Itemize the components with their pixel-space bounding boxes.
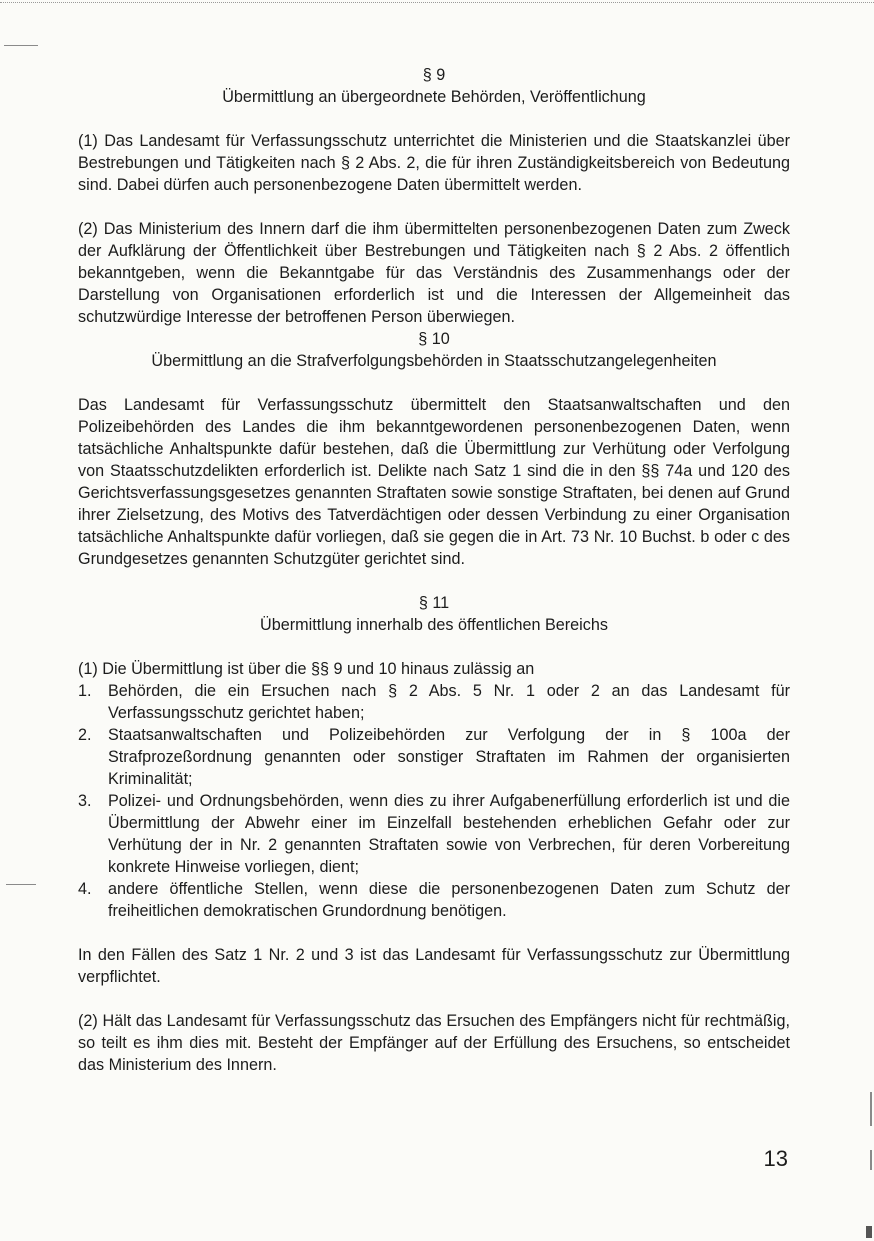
- list-item-text: andere öffentliche Stellen, wenn diese die personenbezogenen Daten zum Schutz der freiheitlichen demokratischen Grundordnung benötigen.: [108, 880, 790, 920]
- scan-mark-right-3: [866, 1226, 872, 1238]
- list-item-number: 2.: [78, 726, 92, 744]
- section-11-list: [78, 680, 790, 922]
- section-10-title: Übermittlung an die Strafverfolgungsbehörden in Staatsschutzangelegenheiten: [151, 352, 717, 370]
- list-item-number: 4.: [78, 880, 92, 898]
- section-9-paragraph-2: (2) Das Ministerium des Innern darf die ihm übermittelten personenbezogenen Daten zum Zweck der Aufklärung der Öffentlichkeit über Bestrebungen und Tätigkeiten nach § 2 Abs. 2 öffentlich bekanntgeben, wenn die Bekanntgabe für das Verständnis des Zusammenhangs oder der Darstellung von Organisationen erforderlich ist und die Interessen der Allgemeinheit das schutzwürdige Interesse der betroffenen Person überwiegen.: [78, 220, 790, 326]
- list-item-text: Staatsanwaltschaften und Polizeibehörden zur Verfolgung der in § 100a der Strafprozeßordnung genannten oder sonstiger Straftaten im Rahmen der organisierten Kriminalität;: [108, 726, 790, 788]
- list-item: [78, 878, 790, 922]
- section-9-paragraph-1: (1) Das Landesamt für Verfassungsschutz unterrichtet die Ministerien und die Staatskanzlei über Bestrebungen und Tätigkeiten nach § 2 Abs. 2, die für ihren Zuständigkeitsbereich von Bedeutung sind. Dabei dürfen auch personenbezogene Daten übermittelt werden.: [78, 132, 790, 194]
- section-10-number: § 10: [418, 330, 450, 348]
- list-item-text: Polizei- und Ordnungsbehörden, wenn dies zu ihrer Aufgabenerfüllung erforderlich ist und die Übermittlung der Abwehr einer im Einzelfall bestehenden erheblichen Gefahr oder zur Verhütung der in Nr. 2 genannten Straftaten sowie von Verbrechen, für deren Vorbereitung konkrete Hinweise vorliegen, dient;: [108, 792, 790, 876]
- list-item: [78, 790, 790, 878]
- list-item-number: 1.: [78, 682, 92, 700]
- scan-edge-line: [0, 2, 874, 3]
- scan-mark-right-2: [870, 1150, 872, 1170]
- scan-mark-left-mid: [6, 884, 36, 885]
- list-item: [78, 724, 790, 790]
- list-item-text: Behörden, die ein Ersuchen nach § 2 Abs. 5 Nr. 1 oder 2 an das Landesamt für Verfassungsschutz gerichtet haben;: [108, 682, 790, 722]
- section-11-number: § 11: [418, 594, 450, 612]
- section-9-title: Übermittlung an übergeordnete Behörden, Veröffentlichung: [222, 88, 646, 106]
- section-10-paragraph-1: Das Landesamt für Verfassungsschutz übermittelt den Staatsanwaltschaften und den Polizeibehörden des Landes die ihm bekanntgewordenen personenbezogenen Daten, wenn tatsächliche Anhaltspunkte dafür bestehen, daß die Übermittlung zur Verhütung oder Verfolgung von Staatsschutzdelikten erforderlich ist. Delikte nach Satz 1 sind die in den §§ 74a und 120 des Gerichtsverfassungsgesetzes genannten Straftaten sowie sonstige Straftaten, bei denen auf Grund ihrer Zielsetzung, des Motivs des Tatverdächtigen oder dessen Verbindung zu einer Organisation tatsächliche Anhaltspunkte dafür vorliegen, daß sie gegen die in Art. 73 Nr. 10 Buchst. b oder c des Grundgesetzes genannten Schutzgüter gerichtet sind.: [78, 396, 790, 568]
- section-9-number: § 9: [422, 66, 446, 84]
- section-11-title: Übermittlung innerhalb des öffentlichen Bereichs: [260, 616, 608, 634]
- section-11-paragraph-2: (2) Hält das Landesamt für Verfassungsschutz das Ersuchen des Empfängers nicht für rechtmäßig, so teilt es ihm dies mit. Besteht der Empfänger auf der Erfüllung des Ersuchens, so entscheidet das Ministerium des Innern.: [78, 1012, 790, 1074]
- page-number: 13: [763, 1146, 788, 1171]
- list-item-number: 3.: [78, 792, 92, 810]
- section-11-closing-paragraph: In den Fällen des Satz 1 Nr. 2 und 3 ist das Landesamt für Verfassungsschutz zur Übermittlung verpflichtet.: [78, 946, 790, 986]
- document-body: [78, 60, 790, 1076]
- list-item: [78, 680, 790, 724]
- section-11-intro: (1) Die Übermittlung ist über die §§ 9 und 10 hinaus zulässig an: [78, 660, 535, 678]
- scan-mark-left-top: [4, 45, 38, 46]
- scan-mark-right-1: [870, 1092, 872, 1126]
